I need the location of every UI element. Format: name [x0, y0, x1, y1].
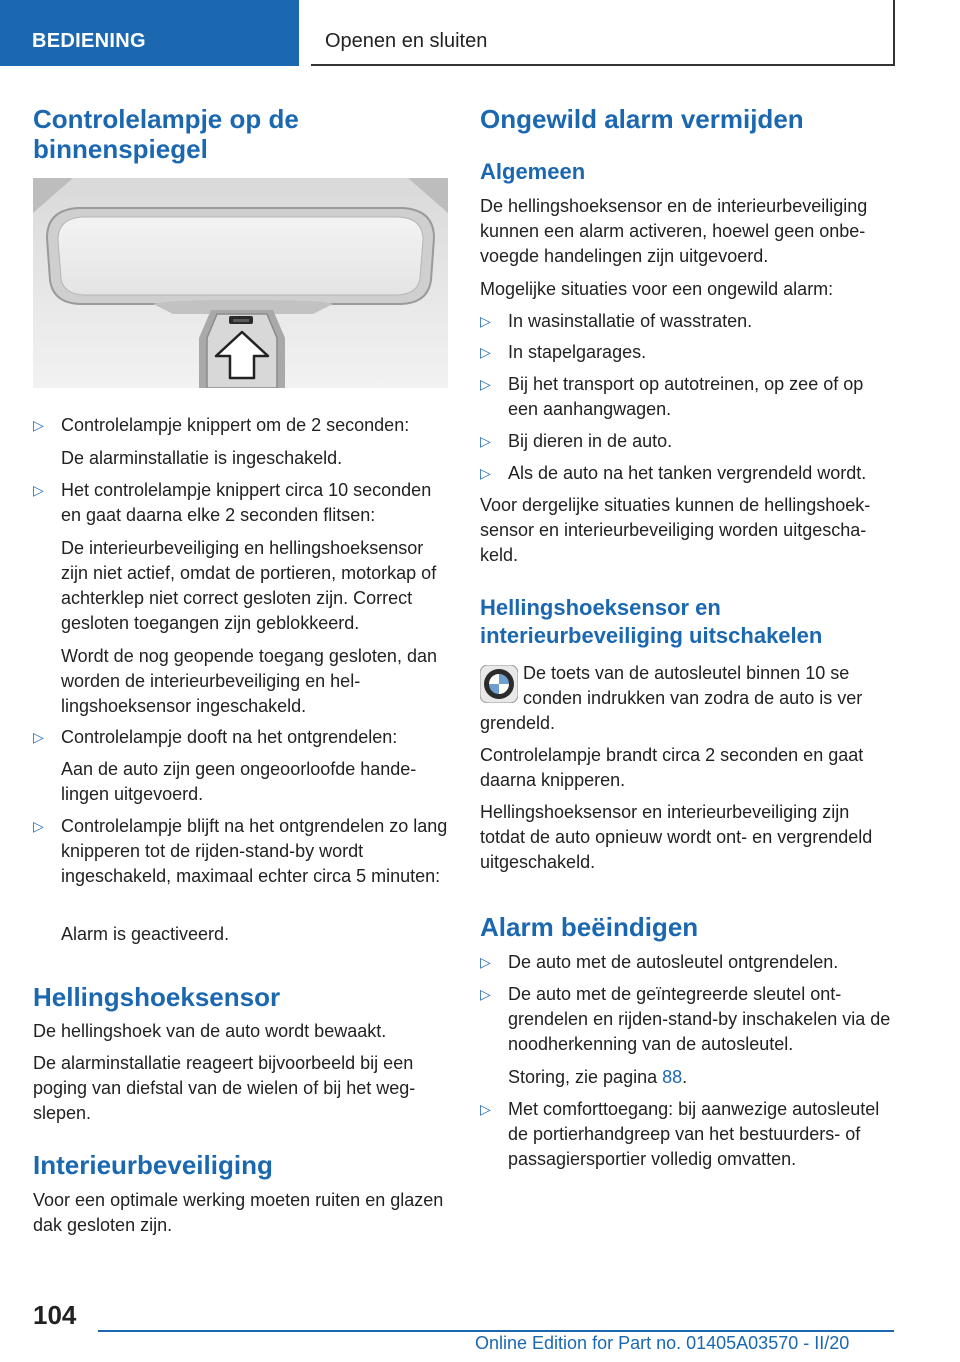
bullet-triangle-icon: ▷ [480, 954, 491, 970]
bullet-triangle-icon: ▷ [33, 818, 44, 834]
list-item-detail: De interieurbeveiliging en hellingshoeksensor zijn niet actief, omdat de portieren, motorkap of achterklep niet correct gesloten zijn. Correct gesloten toegangen zijn geblokkeerd. [61, 538, 437, 633]
paragraph: Hellingshoeksensor en interieurbeveiliging zijn totdat de auto opnieuw wordt ont- en vergrendeld uitgeschakeld. [480, 802, 873, 872]
paragraph: De toets van de autosleutel binnen 10 se [523, 663, 850, 683]
bullet-triangle-icon: ▷ [480, 433, 491, 449]
bullet-triangle-icon: ▷ [33, 729, 44, 745]
heading-hellingshoeksensor: Hellingshoeksensor [33, 982, 281, 1012]
paragraph: De hellingshoeksensor en de interieurbeveiliging kunnen een alarm activeren, hoewel geen onbevoegde handelingen zijn uitgevoerd. [480, 196, 868, 266]
heading-ongewild-alarm: Ongewild alarm vermijden [480, 104, 804, 134]
paragraph: Voor dergelijke situaties kunnen de hellingshoeksensor en interieurbeveiliging worden uitgeschakeld. [480, 495, 871, 565]
footer-edition: Online Edition for Part no. 01405A03570 - II/20 [475, 1333, 850, 1353]
bullet-triangle-icon: ▷ [480, 986, 491, 1002]
list-item-detail: Wordt de nog geopende toegang gesloten, dan worden de interieurbeveiliging en hellingshoeksensor ingeschakeld. [61, 646, 437, 716]
page-link[interactable]: 88 [662, 1067, 683, 1087]
bullet-triangle-icon: ▷ [480, 376, 491, 392]
rearview-mirror-illustration [33, 178, 448, 388]
bullet-triangle-icon: ▷ [33, 482, 44, 498]
header-section-tab [0, 0, 299, 66]
bmw-key-button-icon [480, 665, 518, 703]
header-chapter-tab [311, 0, 895, 66]
bullet-triangle-icon: ▷ [480, 313, 491, 329]
paragraph: Mogelijke situaties voor een ongewild alarm: [480, 279, 834, 299]
heading-interieurbeveiliging: Interieurbeveiliging [33, 1150, 273, 1180]
paragraph: Voor een optimale werking moeten ruiten en glazen dak gesloten zijn. [33, 1190, 444, 1235]
list-item-detail: Storing, zie pagina 88. [508, 1067, 688, 1087]
paragraph: grendeld. [480, 713, 556, 733]
list-item-detail: Alarm is geactiveerd. [61, 924, 230, 944]
paragraph: De alarminstallatie reageert bijvoorbeeld bij een poging van diefstal van de wielen of bij het wegslepen. [33, 1053, 416, 1123]
header-chapter: Openen en sluiten [325, 30, 488, 52]
list-item-detail: De alarminstallatie is ingeschakeld. [61, 448, 343, 468]
bullet-triangle-icon: ▷ [33, 417, 44, 433]
heading-alarm-beeindigen: Alarm beëindigen [480, 912, 699, 942]
footer-divider [98, 1330, 894, 1332]
page-number: 104 [33, 1300, 77, 1330]
paragraph: conden indrukken van zodra de auto is ver [523, 688, 863, 708]
header-section: BEDIENING [32, 30, 146, 52]
bullet-triangle-icon: ▷ [480, 1101, 491, 1117]
paragraph: Controlelampje brandt circa 2 seconden en gaat daarna knipperen. [480, 745, 864, 790]
heading-controlelampje: Controlelampje op de binnenspiegel [33, 104, 299, 164]
heading-algemeen: Algemeen [480, 159, 586, 184]
heading-uitschakelen: Hellingshoeksensor en interieurbeveiliging uitschakelen [480, 595, 823, 648]
bullet-triangle-icon: ▷ [480, 344, 491, 360]
paragraph: De hellingshoek van de auto wordt bewaakt. [33, 1021, 387, 1041]
bullet-triangle-icon: ▷ [480, 465, 491, 481]
list-item-detail: Aan de auto zijn geen ongeoorloofde handelingen uitgevoerd. [61, 759, 417, 804]
